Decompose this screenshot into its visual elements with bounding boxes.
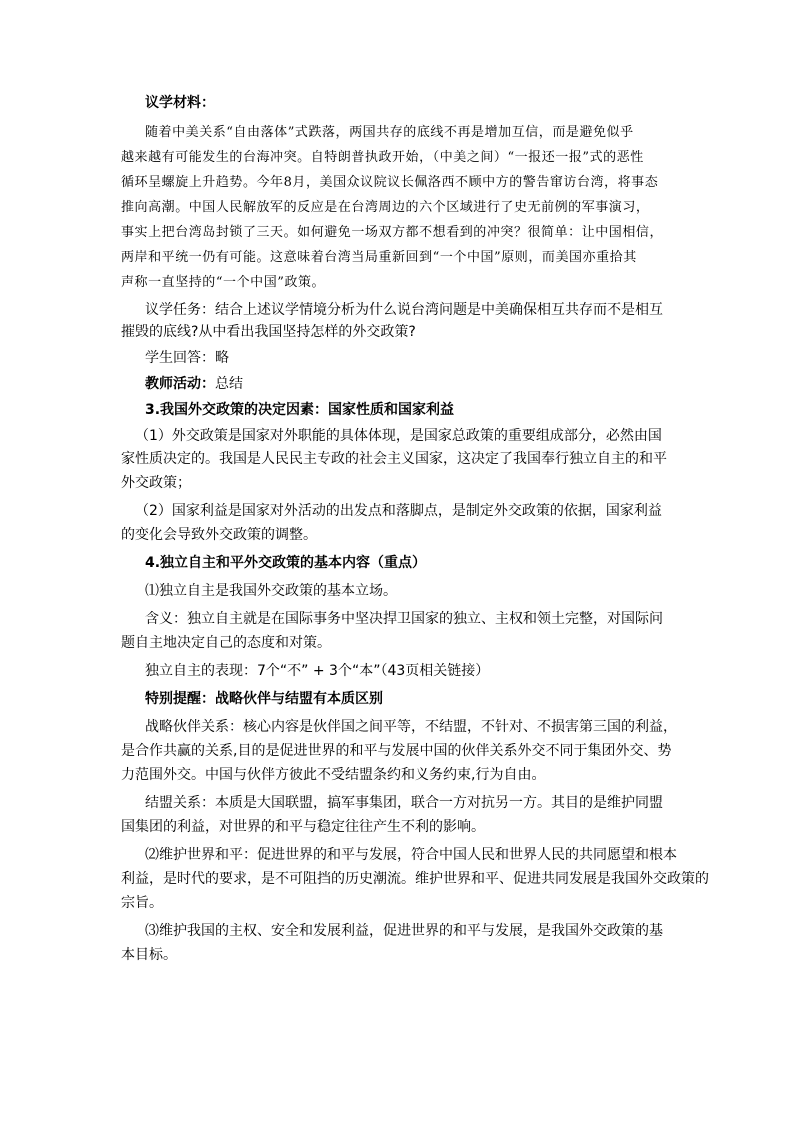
paragraph-line: 战略伙伴关系：核心内容是伙伴国之间平等，不结盟，不针对、不损害第三国的利益，: [145, 719, 677, 735]
section-3-title: 3.我国外交政策的决定因素：国家性质和国家利益: [145, 402, 455, 418]
material-line: 推向高潮。中国人民解放军的反应是在台湾周边的六个区域进行了史无前例的军事演习，: [121, 200, 650, 215]
paragraph-line: 利益，是时代的要求，是不可阻挡的历史潮流。维护世界和平、促进共同发展是我国外交政策的: [121, 871, 709, 887]
paragraph-line: 是合作共赢的关系,目的是促进世界的和平与发展中国的伙伴关系外交不同于集团外交、势: [121, 743, 672, 759]
paragraph-line: 本目标。: [121, 947, 177, 963]
teacher-activity-label: 教师活动：: [145, 376, 215, 392]
material-paragraph: [121, 120, 674, 295]
material-line: 两岸和平统一仍有可能。这意味着台湾当局重新回到“一个中国”原则，而美国亦重拾其: [121, 250, 637, 265]
material-heading: 议学材料：: [145, 95, 215, 111]
paragraph-line: 家性质决定的。我国是人民民主专政的社会主义国家，这决定了我国奉行独立自主的和平: [121, 451, 667, 467]
teacher-activity-text: 总结: [215, 376, 243, 392]
section-4-title: 4.独立自主和平外交政策的基本内容（重点）: [145, 555, 427, 571]
paragraph-line: 力范围外交。中国与伙伴方彼此不受结盟条约和义务约束,行为自由。: [121, 767, 546, 783]
paragraph-line: 题自主地决定自己的态度和对策。: [121, 635, 331, 651]
teacher-activity: [121, 373, 674, 395]
paragraph-line: 国集团的利益，对世界的和平与稳定往往产生不利的影响。: [121, 819, 485, 835]
section-4-item-1: ⑴独立自主是我国外交政策的基本立场。: [145, 583, 397, 599]
paragraph-line: ⑶维护我国的主权、安全和发展利益，促进世界的和平与发展，是我国外交政策的基: [145, 923, 663, 939]
independence-performance: 独立自主的表现：7个“不” + 3个“本”（43页相关链接）: [145, 663, 490, 679]
paragraph-line: 含义：独立自主就是在国际事务中坚决捍卫国家的独立、主权和领土完整，对国际问: [145, 611, 663, 627]
paragraph-line: 结盟关系：本质是大国联盟，搞军事集团，联合一方对抗另一方。其目的是维护同盟: [145, 795, 663, 811]
section-4-item-2: [121, 843, 709, 915]
alliance-relationship: [121, 791, 674, 839]
material-line: 越来越有可能发生的台海冲突。自特朗普执政开始，（中美之间）“一报还一报”式的恶性: [121, 150, 644, 165]
special-reminder: [121, 687, 674, 711]
paragraph-line: 宗旨。: [121, 895, 163, 911]
material-line: 事实上把台湾岛封锁了三天。如何避免一场双方都不想看到的冲突？很简单：让中国相信，: [121, 225, 664, 240]
material-line: 声称一直坚持的“一个中国”政策。: [121, 275, 326, 290]
special-reminder-label: 特别提醒：: [145, 691, 215, 707]
task-line: 议学任务：结合上述议学情境分析为什么说台湾问题是中美确保相互共存而不是相互: [145, 302, 663, 318]
paragraph-line: （2）国家利益是国家对外活动的出发点和落脚点，是制定外交政策的依据，国家利益: [135, 503, 662, 519]
strategic-partnership: [121, 715, 677, 787]
paragraph-line: （1）外交政策是国家对外职能的具体体现，是国家总政策的重要组成部分，必然由国: [135, 428, 662, 444]
special-reminder-text: 战略伙伴与结盟有本质区别: [215, 691, 383, 707]
student-answer: 学生回答：略: [145, 350, 229, 366]
section-3-point-1: [121, 425, 674, 495]
section-4-item-3: [121, 919, 674, 967]
material-line: 随着中美关系“自由落体”式跌落，两国共存的底线不再是增加互信，而是避免似乎: [145, 125, 634, 140]
paragraph-line: ⑵维护世界和平：促进世界的和平与发展，符合中国人民和世界人民的共同愿望和根本: [145, 847, 677, 863]
section-3-point-2: [121, 499, 674, 547]
independence-meaning: [121, 607, 674, 655]
material-line: 循环呈螺旋上升趋势。今年8月，美国众议院议长佩洛西不顾中方的警告窜访台湾，将事态: [121, 175, 659, 190]
paragraph-line: 外交政策；: [121, 475, 191, 491]
task-line: 摧毁的底线?从中看出我国坚持怎样的外交政策?: [121, 324, 416, 340]
discussion-task: [121, 299, 674, 343]
paragraph-line: 的变化会导致外交政策的调整。: [121, 527, 317, 543]
